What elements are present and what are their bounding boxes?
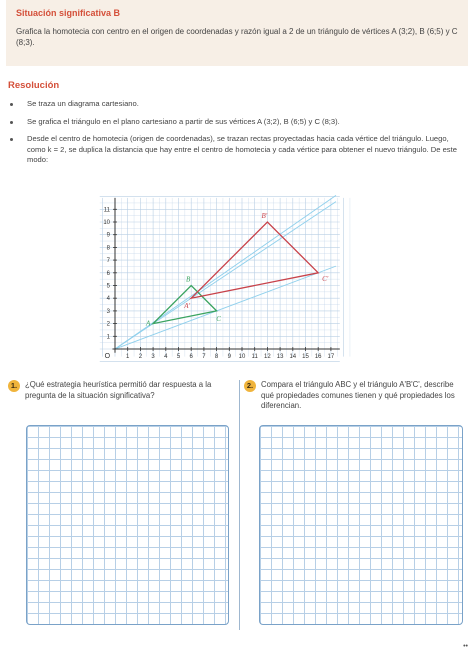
resolution-title: Resolución <box>8 80 60 91</box>
x-tick-label: 14 <box>289 354 297 360</box>
x-tick-label: 3 <box>151 354 155 360</box>
question-1 <box>8 380 230 401</box>
x-tick-label: 9 <box>227 354 231 360</box>
situation-text: Grafica la homotecia con centro en el origen de coordenadas y razón igual a 2 de un triángulo de vértices A (3;2), B (6;5) y C (8;3). <box>16 27 458 47</box>
step-item: Desde el centro de homotecia (origen de coordenadas), se trazan rectas proyectadas hacia cada vértice del triángulo. Luego, como k = 2, se duplica la distancia que hay entre el centro de homotecia y cada vértice para obtener el nuevo triángulo. De este modo: <box>8 134 466 166</box>
question-number: 1. <box>8 380 20 392</box>
x-tick-label: 8 <box>214 354 219 360</box>
x-tick-label: 4 <box>164 354 168 360</box>
y-tick-label: 5 <box>106 283 110 290</box>
x-tick-label: 13 <box>276 354 284 360</box>
y-tick-label: 1 <box>106 334 110 341</box>
x-tick-label: 1 <box>126 354 130 360</box>
x-tick-label: 10 <box>238 354 246 360</box>
page-mark: •• <box>463 643 468 650</box>
x-tick-label: 17 <box>327 354 335 360</box>
x-tick-label: 15 <box>302 354 309 360</box>
situation-box <box>6 0 468 66</box>
question-text: Compara el triángulo ABC y el triángulo A'B'C', describe qué propiedades comunes tienen y qué propiedades los diferencian. <box>261 380 455 410</box>
step-item: Se traza un diagrama cartesiano. <box>8 99 466 110</box>
answer-grid-1[interactable] <box>26 425 229 625</box>
question-text: ¿Qué estrategia heurística permitió dar respuesta a la pregunta de la situación significativa? <box>25 380 212 400</box>
column-divider <box>239 380 240 630</box>
x-tick-label: 16 <box>314 354 322 360</box>
answer-grid-2[interactable] <box>259 425 463 625</box>
y-tick-label: 3 <box>106 308 110 315</box>
y-tick-label: 6 <box>106 270 110 277</box>
x-tick-label: 5 <box>176 354 181 360</box>
y-tick-label: 2 <box>106 321 110 328</box>
x-tick-label: 12 <box>264 354 271 360</box>
y-tick-label: 10 <box>103 220 110 226</box>
x-tick-label: 6 <box>189 354 193 360</box>
x-tick-label: 7 <box>202 354 206 360</box>
question-number: 2. <box>244 380 256 392</box>
vertex-label: B <box>186 275 191 284</box>
vertex-label: A' <box>184 302 191 311</box>
vertex-label: C' <box>322 274 329 283</box>
vertex-label: C <box>216 314 221 323</box>
x-tick-label: 2 <box>138 354 143 360</box>
y-tick-label: 7 <box>106 258 110 265</box>
question-2 <box>244 380 466 412</box>
x-tick-label: 11 <box>251 354 258 360</box>
y-tick-label: 8 <box>106 245 110 252</box>
situation-title: Situación significativa B <box>16 8 121 18</box>
y-tick-label: 4 <box>106 296 110 303</box>
origin-label: O <box>104 353 111 360</box>
vertex-label: B' <box>261 212 268 220</box>
step-item: Se grafica el triángulo en el plano cartesiano a partir de sus vértices A (3;2), B (6;5) y C (8;3). <box>8 117 466 128</box>
y-tick-label: 9 <box>106 232 110 239</box>
resolution-steps <box>8 99 466 173</box>
cartesian-graph <box>95 192 355 364</box>
vertex-label: A <box>145 319 151 328</box>
y-tick-label: 11 <box>103 207 110 214</box>
